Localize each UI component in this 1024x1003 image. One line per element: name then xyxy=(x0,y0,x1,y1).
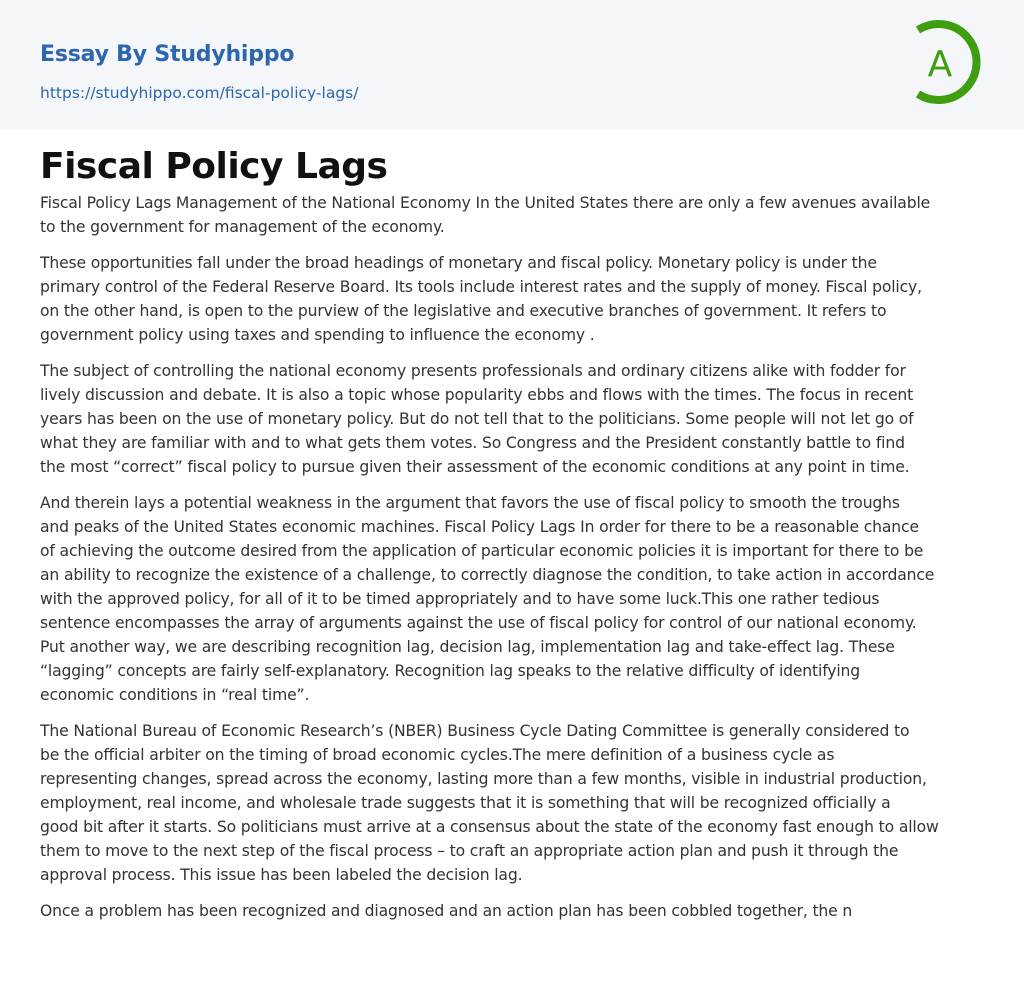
article xyxy=(0,129,1024,923)
site-header xyxy=(0,0,1024,129)
paragraph-line: them to move to the next step of the fiscal process – to craft an appropriate action plan and push it through the xyxy=(40,842,899,860)
paragraph-line: Once a problem has been recognized and diagnosed and an action plan has been cobbled together, the n xyxy=(40,902,853,920)
paragraph-line: The National Bureau of Economic Research’s (NBER) Business Cycle Dating Committee is generally considered to xyxy=(40,722,910,740)
page-url-link[interactable]: https://studyhippo.com/fiscal-policy-lags/ xyxy=(40,84,359,102)
paragraph-line: years has been on the use of monetary policy. But do not tell that to the politicians. Some people will not let go of xyxy=(40,410,914,428)
paragraph-line: on the other hand, is open to the purview of the legislative and executive branches of government. It refers to xyxy=(40,302,887,320)
paragraph-line: Fiscal Policy Lags Management of the National Economy In the United States there are only a few avenues available xyxy=(40,194,931,212)
paragraph-line: approval process. This issue has been labeled the decision lag. xyxy=(40,866,523,884)
article-paragraph xyxy=(40,191,984,239)
paragraph-line: the most “correct” fiscal policy to pursue given their assessment of the economic conditions at any point in time. xyxy=(40,458,910,476)
paragraph-line: government policy using taxes and spending to influence the economy . xyxy=(40,326,595,344)
paragraph-line: Put another way, we are describing recognition lag, decision lag, implementation lag and take-effect lag. These xyxy=(40,638,895,656)
paragraph-line: economic conditions in “real time”. xyxy=(40,686,310,704)
paragraph-line: with the approved policy, for all of it to be timed appropriately and to have some luck.This one rather tedious xyxy=(40,590,880,608)
paragraph-line: representing changes, spread across the economy, lasting more than a few months, visible in industrial production, xyxy=(40,770,927,788)
logo-letter: A xyxy=(927,44,953,85)
paragraph-line: sentence encompasses the array of arguments against the use of fiscal policy for control of our national economy. xyxy=(40,614,917,632)
article-paragraph xyxy=(40,719,984,887)
paragraph-line: and peaks of the United States economic machines. Fiscal Policy Lags In order for there to be a reasonable chance xyxy=(40,518,919,536)
paragraph-line: The subject of controlling the national economy presents professionals and ordinary citizens alike with fodder for xyxy=(40,362,906,380)
paragraph-line: good bit after it starts. So politicians must arrive at a consensus about the state of the economy fast enough to allow xyxy=(40,818,939,836)
paragraph-line: what they are familiar with and to what gets them votes. So Congress and the President constantly battle to find xyxy=(40,434,905,452)
paragraph-line: And therein lays a potential weakness in the argument that favors the use of fiscal policy to smooth the troughs xyxy=(40,494,900,512)
paragraph-line: an ability to recognize the existence of a challenge, to correctly diagnose the condition, to take action in accordance xyxy=(40,566,935,584)
article-body xyxy=(40,191,984,923)
paragraph-line: of achieving the outcome desired from the application of particular economic policies it is important for there to be xyxy=(40,542,924,560)
paragraph-line: “lagging” concepts are fairly self-explanatory. Recognition lag speaks to the relative difficulty of identifying xyxy=(40,662,860,680)
paragraph-line: These opportunities fall under the broad headings of monetary and fiscal policy. Monetary policy is under the xyxy=(40,254,877,272)
paragraph-line: employment, real income, and wholesale trade suggests that it is something that will be recognized officially a xyxy=(40,794,891,812)
brand-title[interactable]: Essay By Studyhippo xyxy=(40,42,295,67)
page-title: Fiscal Policy Lags xyxy=(40,146,388,187)
paragraph-line: lively discussion and debate. It is also a topic whose popularity ebbs and flows with the times. The focus in recent xyxy=(40,386,914,404)
article-paragraph xyxy=(40,899,984,923)
article-paragraph xyxy=(40,491,984,707)
paragraph-line: to the government for management of the economy. xyxy=(40,218,445,236)
paragraph-line: be the official arbiter on the timing of broad economic cycles.The mere definition of a business cycle as xyxy=(40,746,835,764)
article-paragraph xyxy=(40,251,984,347)
paragraph-line: primary control of the Federal Reserve Board. Its tools include interest rates and the supply of money. Fiscal policy, xyxy=(40,278,922,296)
article-paragraph xyxy=(40,359,984,479)
studyhippo-logo-icon[interactable] xyxy=(910,18,990,106)
